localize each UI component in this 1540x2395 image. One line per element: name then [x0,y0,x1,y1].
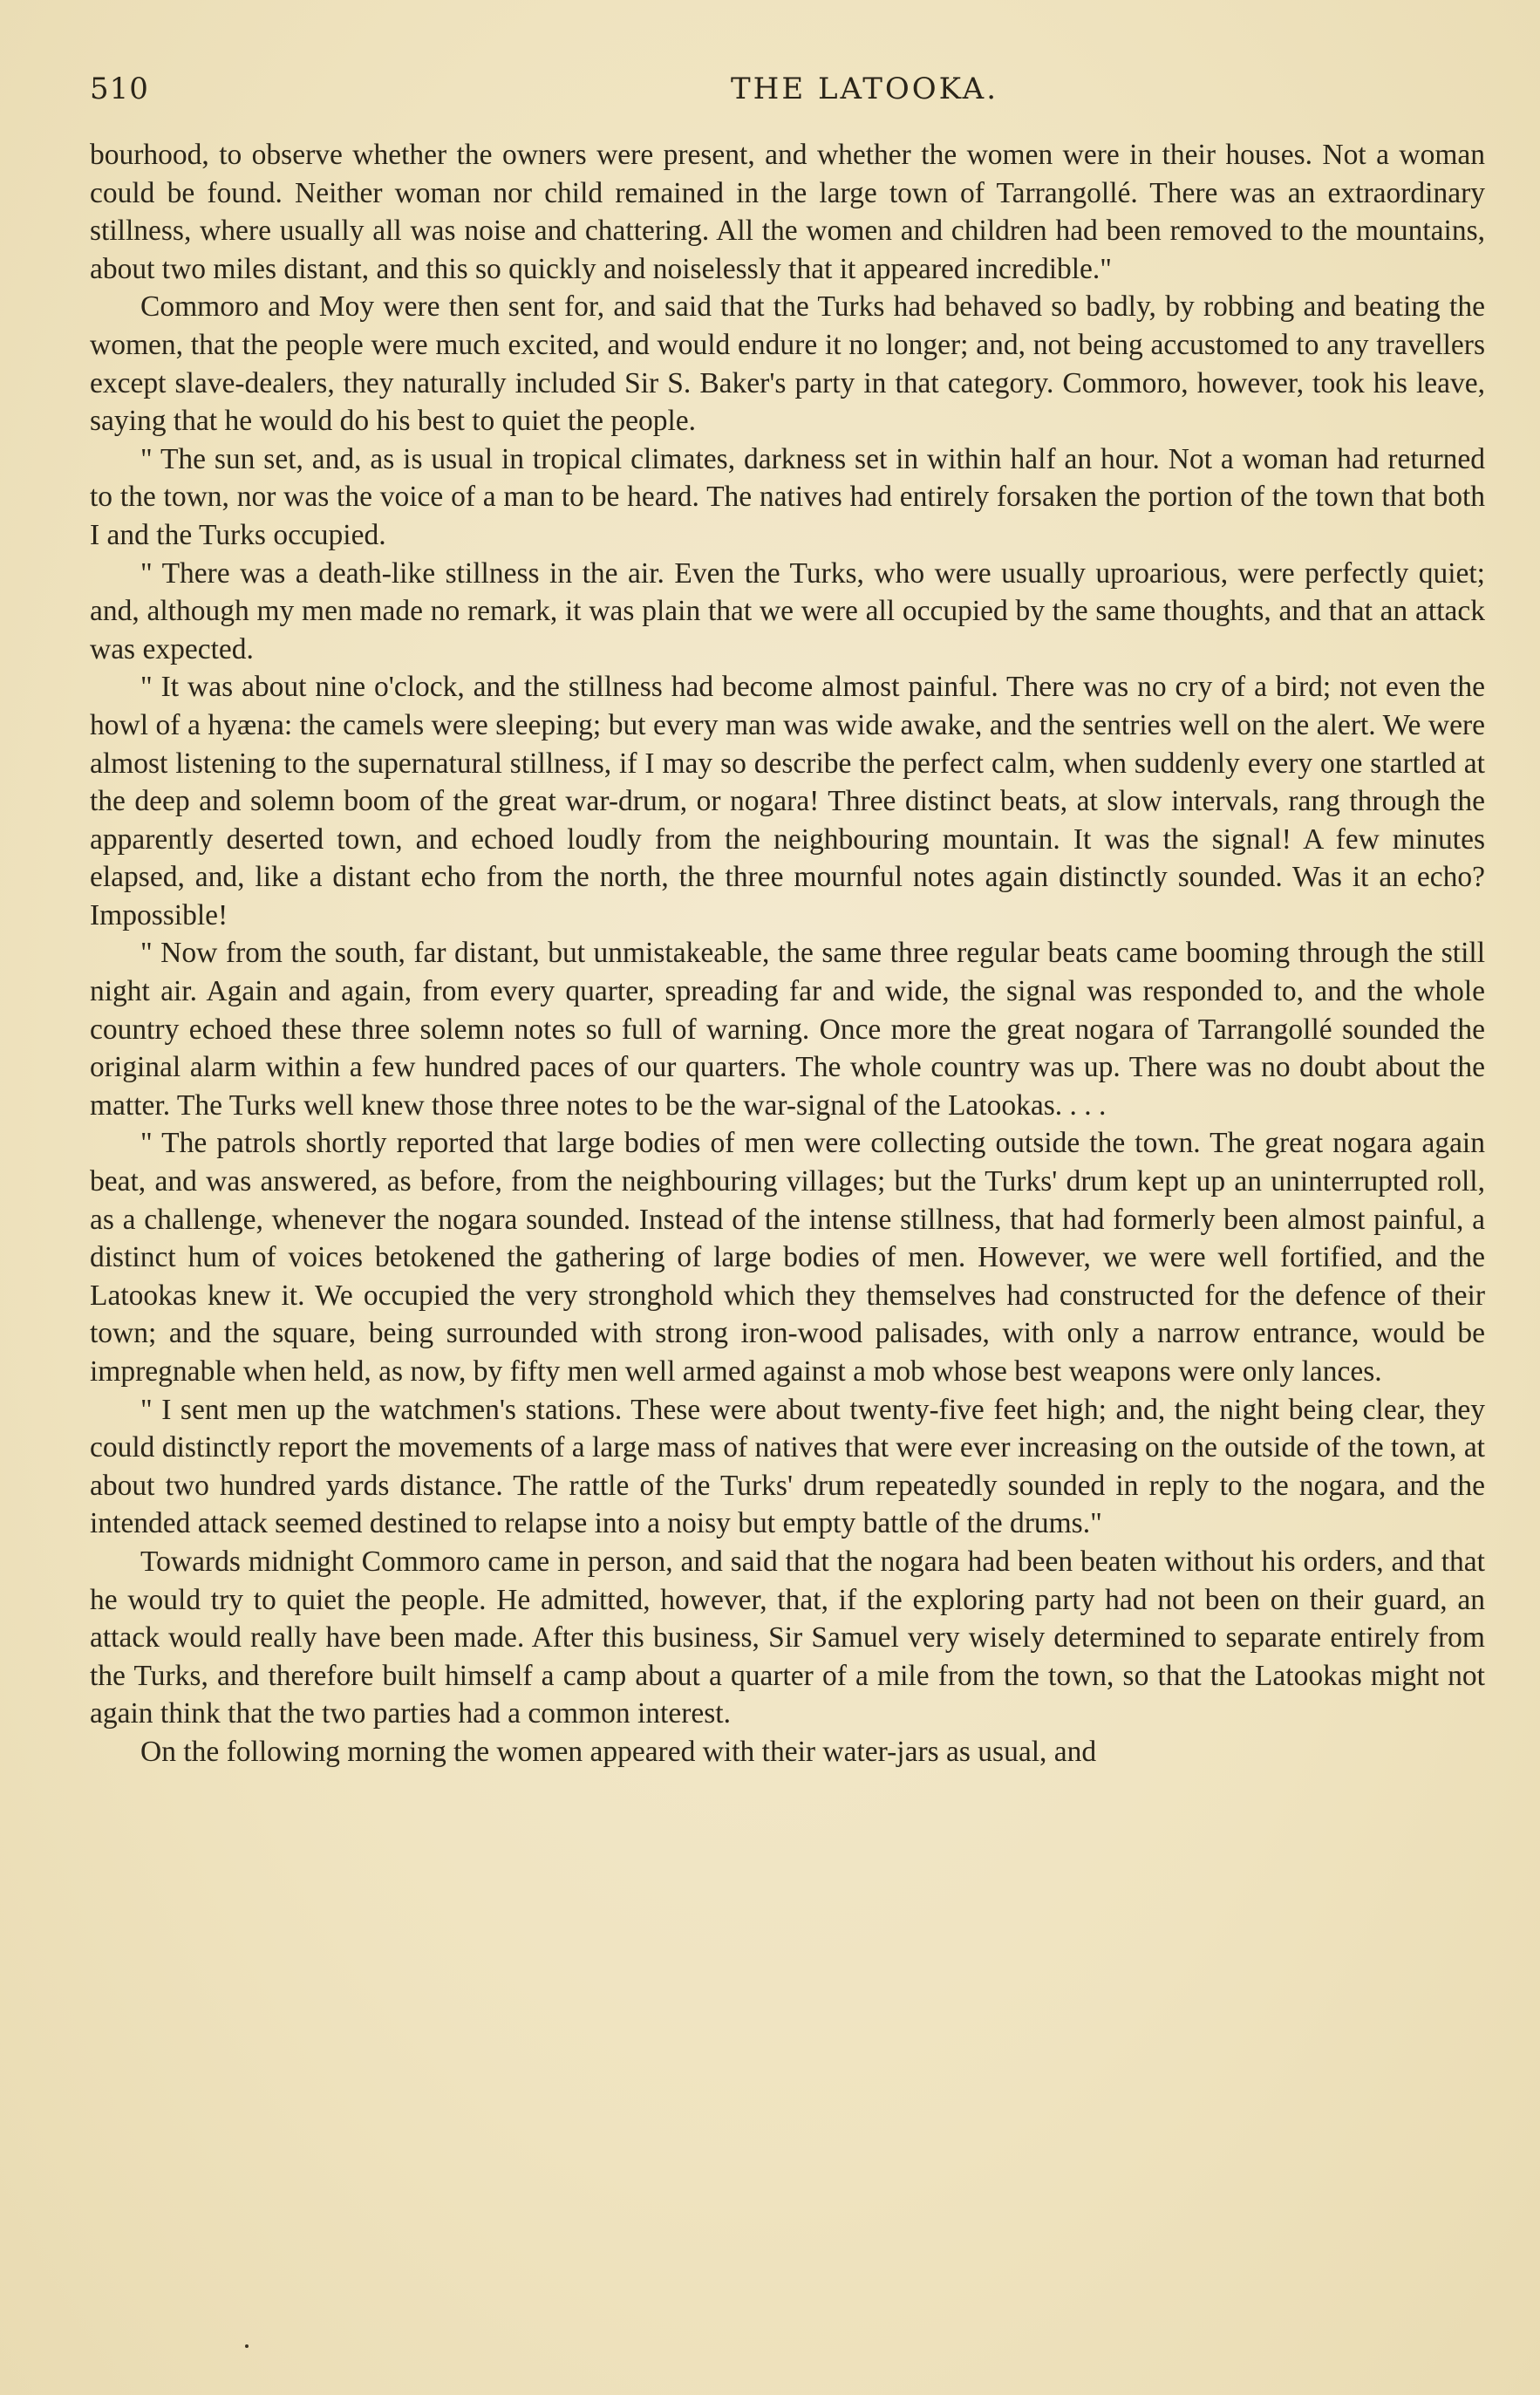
paragraph: Commoro and Moy were then sent for, and said that the Turks had behaved so badly, by robbing and beating the women, that the people were much excited, and would endure it no longer; and, not being accustomed to any travellers except slave-dealers, they naturally included Sir S. Baker's party in that category. Commoro, however, took his leave, saying that he would do his best to quiet the people. [90,290,1485,438]
page-header [90,72,1485,115]
paragraph: " Now from the south, far distant, but unmistakeable, the same three regular beats came booming through the still night air. Again and again, from every quarter, spreading far and wide, the signal was responded to, and the whole country echoed these three solemn notes so full of warning. Once more the great nogara of Tarrangollé sounded the original alarm within a few hundred paces of our quarters. The whole country was up. There was no doubt about the matter. The Turks well knew those three notes to be the war-signal of the Latookas. . . . [90,937,1485,1122]
paragraph-continued: bourhood, to observe whether the owners were present, and whether the women were in their houses. Not a woman could be found. Neither woman nor child remained in the large town of Tarrangollé. There was an extraordinary stillness, where usually all was noise and chattering. All the women and children had been removed to the mountains, about two miles distant, and this so quickly and noiselessly that it appeared incredible." [90,139,1485,285]
paragraph: Towards midnight Commoro came in person, and said that the nogara had been beaten without his orders, and that he would try to quiet the people. He admitted, however, that, if the exploring party had not been on their guard, an attack would really have been made. After this business, Sir Samuel very wisely determined to separate entirely from the Turks, and therefore built himself a camp about a quarter of a mile from the town, so that the Latookas might not again think that the two parties had a common interest. [90,1545,1485,1730]
paragraph: " I sent men up the watchmen's stations. These were about twenty-five feet high; and, the night being clear, they could distinctly report the movements of a large mass of natives that were ever increasing on the outside of the town, at about two hundred yards distance. The rattle of the Turks' drum repeatedly sounded in reply to the nogara, and the intended attack seemed destined to relapse into a noisy but empty battle of the drums." [90,1393,1485,1540]
ink-speck [245,2344,249,2348]
paragraph: " The sun set, and, as is usual in tropical climates, darkness set in within half an hour. Not a woman had returned to the town, nor was the voice of a man to be heard. The natives had entirely forsaken the portion of the town that both I and the Turks occupied. [90,442,1485,551]
paragraph: " There was a death-like stillness in the air. Even the Turks, who were usually uproarious, were perfectly quiet; and, although my men made no remark, it was plain that we were all occupied by the same thoughts, and that an attack was expected. [90,556,1485,665]
paragraph: On the following morning the women appeared with their water-jars as usual, and [140,1735,1097,1768]
body-text [90,136,1485,1771]
page-number: 510 [90,72,149,106]
paragraph: " The patrols shortly reported that large bodies of men were collecting outside the town. The great nogara again beat, and was answered, as before, from the neighbouring villages; but the Turks' drum kept up an uninterrupted roll, as a challenge, whenever the nogara sounded. Instead of the intense stillness, that had formerly been almost painful, a distinct hum of voices betokened the gathering of large bodies of men. However, we were well fortified, and the Latookas knew it. We occupied the very stronghold which they themselves had constructed for the defence of their town; and the square, being surrounded with strong iron-wood palisades, with only a narrow entrance, would be impregnable when held, as now, by fifty men well armed against a mob whose best weapons were only lances. [90,1127,1485,1388]
running-head: THE LATOOKA. [731,72,999,106]
paragraph: " It was about nine o'clock, and the stillness had become almost painful. There was no cry of a bird; not even the howl of a hyæna: the camels were sleeping; but every man was wide awake, and the sentries well on the alert. We were almost listening to the supernatural stillness, if I may so describe the perfect calm, when suddenly every one startled at the deep and solemn boom of the great war-drum, or nogara! Three distinct beats, at slow intervals, rang through the apparently deserted town, and echoed loudly from the neighbouring mountain. It was the signal! A few minutes elapsed, and, like a distant echo from the north, the three mournful notes again distinctly sounded. Was it an echo? Impossible! [90,671,1485,931]
